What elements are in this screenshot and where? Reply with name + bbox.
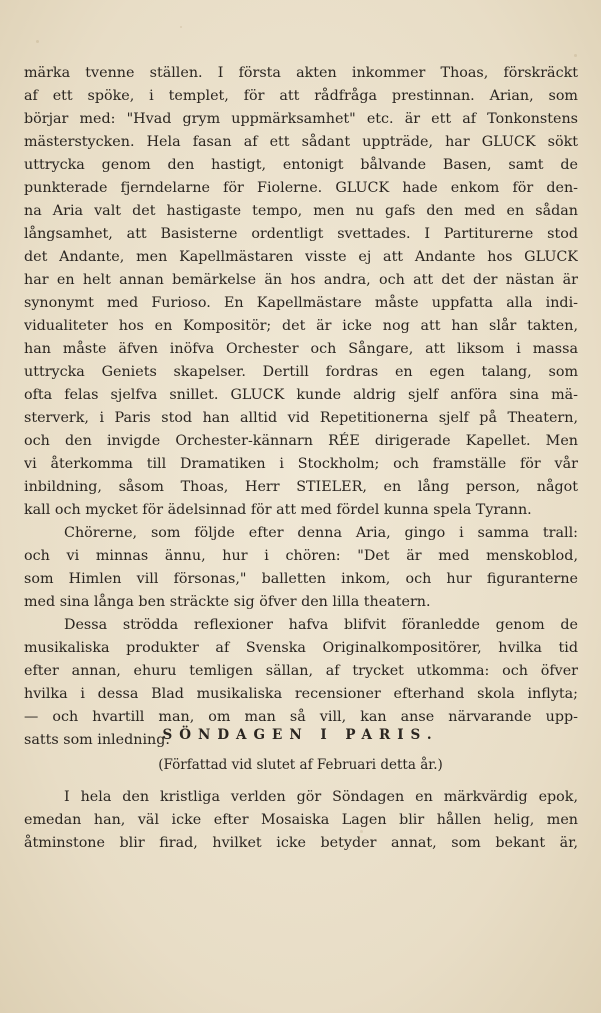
text-line: af ett spöke, i templet, för att rådfråga prestinnan. Arian, som: [24, 88, 578, 104]
text-line: med sina långa ben sträckte sig öfver den lilla theatern.: [24, 594, 431, 610]
text-line: det Andante, men Kapellmästaren visste ej att Andante hos GLUCK: [24, 249, 578, 265]
text-line: och vi minnas ännu, hur i chören: "Det är med menskoblod,: [24, 548, 578, 564]
text-line: efter annan, ehuru temligen sällan, af trycket utkomma: och öfver: [24, 663, 578, 679]
text-line: vidualiteter hos en Kompositör; det är icke nog att han slår takten,: [24, 318, 578, 334]
text-line: som Himlen vill försonas," balletten inkom, och hur figuranterne: [24, 571, 578, 587]
paper-stain: [180, 26, 182, 28]
text-line: satts som inledning.: [24, 732, 170, 748]
text-line: na Aria valt det hastigaste tempo, men nu gafs den med en sådan: [24, 203, 578, 219]
article-body: [24, 62, 578, 752]
paper-stain: [574, 54, 577, 57]
text-line: inbildning, såsom Thoas, Herr STIELER, en lång person, något: [24, 479, 578, 495]
text-line: märka tvenne ställen. I första akten inkommer Thoas, förskräckt: [24, 65, 578, 81]
text-line: punkterade fjerndelarne för Fiolerne. GLUCK hade enkom för den-: [24, 180, 578, 196]
text-line: musikaliska produkter af Svenska Originalkompositörer, hvilka tid: [24, 640, 578, 656]
text-line: har en helt annan bemärkelse än hos andra, och att det der nästan är: [24, 272, 578, 288]
text-line: uttrycka Geniets skapelser. Dertill fordras en egen talang, som: [24, 364, 578, 380]
text-line: Chörerne, som följde efter denna Aria, gingo i samma trall:: [64, 525, 578, 541]
text-line: han måste äfven inöfva Orchester och Sångare, att liksom i massa: [24, 341, 578, 357]
text-line: börjar med: "Hvad grym uppmärksamhet" etc. är ett af Tonkonstens: [24, 111, 578, 127]
text-line: emedan han, väl icke efter Mosaiska Lagen blir hållen helig, men: [24, 812, 578, 828]
text-line: långsamhet, att Basisterne ordentligt svettades. I Partiturerne stod: [24, 226, 578, 242]
text-line: åtminstone blir firad, hvilket icke betyder annat, som bekant är,: [24, 835, 578, 851]
text-line: uttrycka genom den hastigt, entonigt bålvande Basen, samt de: [24, 157, 578, 173]
paper-stain: [36, 40, 39, 43]
section-body: [24, 786, 578, 855]
text-line: kall och mycket för ädelsinnad för att med fördel kunna spela Tyrann.: [24, 502, 532, 518]
text-line: mästerstycken. Hela fasan af ett sådant uppträde, har GLUCK sökt: [24, 134, 578, 150]
section-title: SÖNDAGEN I PARIS.: [162, 727, 439, 743]
text-line: I hela den kristliga verlden gör Söndagen en märkvärdig epok,: [64, 789, 578, 805]
text-line: ofta felas sjelfva snillet. GLUCK kunde aldrig sjelf anföra sina mä-: [24, 387, 578, 403]
text-line: Dessa strödda reflexioner hafva blifvit föranledde genom de: [64, 617, 578, 633]
text-line: och den invigde Orchester-kännarn RÉE dirigerade Kapellet. Men: [24, 433, 578, 449]
section-subtitle: (Författad vid slutet af Februari detta år.): [158, 757, 443, 773]
text-line: synonymt med Furioso. En Kapellmästare måste uppfatta alla indi-: [24, 295, 578, 311]
text-line: — och hvartill man, om man så vill, kan anse närvarande upp-: [24, 709, 578, 725]
text-line: hvilka i dessa Blad musikaliska recensioner efterhand skola inflyta;: [24, 686, 578, 702]
text-line: vi återkomma till Dramatiken i Stockholm; och framställe för vår: [24, 456, 578, 472]
text-line: sterverk, i Paris stod han alltid vid Repetitionerna sjelf på Theatern,: [24, 410, 578, 426]
